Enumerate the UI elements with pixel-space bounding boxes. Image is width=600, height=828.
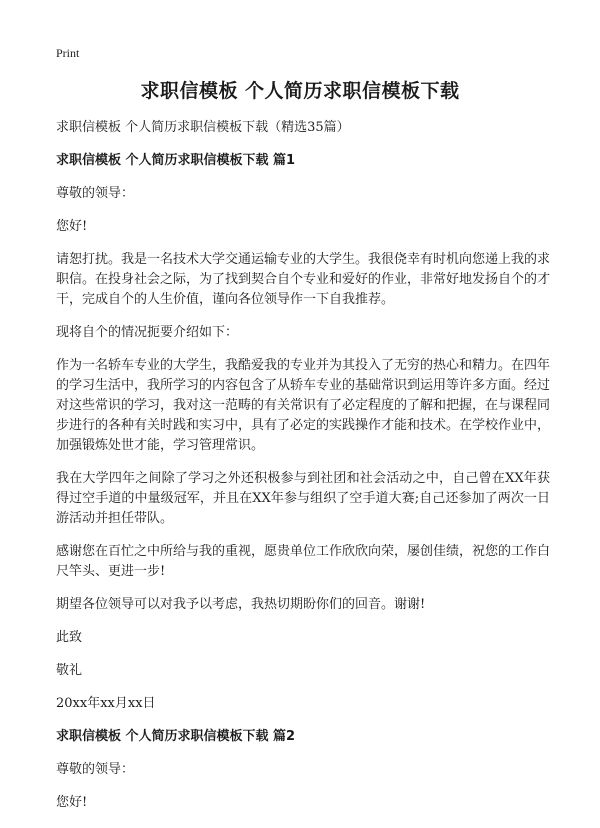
section-1-paragraph-4: 我在大学四年之间除了学习之外还积极参与到社团和社会活动之中，自己曾在XX年获得过空手道的中量级冠军，并且在XX年参与组织了空手道大赛;自己还参加了两次一日游活动并担任带队。	[56, 471, 550, 526]
section-1-paragraph-2: 现将自个的情况扼要介绍如下：	[56, 325, 239, 340]
section-1-hello: 您好!	[56, 219, 88, 234]
subtitle: 求职信模板 个人简历求职信模板下载（精选35篇）	[56, 120, 350, 135]
page-title: 求职信模板 个人简历求职信模板下载	[140, 80, 460, 102]
section-1-paragraph-5: 感谢您在百忙之中所给与我的重视，愿贵单位工作欣欣向荣，屡创佳绩，祝您的工作白尺竿头、更进一步!	[56, 544, 551, 579]
section-2-heading: 求职信模板 个人简历求职信模板下载 篇2	[56, 729, 296, 744]
section-1-greeting: 尊敬的领导：	[56, 186, 135, 201]
print-label[interactable]: Print	[56, 46, 80, 60]
section-1-paragraph-6: 期望各位领导可以对我予以考虑，我热切期盼你们的回音。谢谢!	[56, 597, 426, 612]
section-1-heading: 求职信模板 个人简历求职信模板下载 篇1	[56, 153, 296, 168]
section-1-paragraph-3: 作为一名轿车专业的大学生，我酷爱我的专业并为其投入了无穷的热心和精力。在四年的学习生活中，我所学习的内容包含了从轿车专业的基础常识到运用等许多方面。经过对这些常识的学习，我对这一范畴的有关常识有了必定程度的了解和把握，在与课程同步进行的各种有关时践和实习中，具有了必定的实践操作才能和技术。在学校作业中，加强锻炼处世才能，学习管理常识。	[56, 358, 551, 453]
document-body	[56, 118, 550, 826]
section-1-paragraph-1: 请恕打扰。我是一名技术大学交通运输专业的大学生。我很侥幸有时机向您递上我的求职信。在投身社会之际，为了找到契合自个专业和爱好的作业，非常好地发扬自个的才干，完成自个的人生价值，谨向各位领导作一下自我推荐。	[56, 252, 551, 307]
section-2-greeting: 尊敬的领导：	[56, 762, 135, 777]
section-1-date: 20xx年xx月xx日	[56, 696, 156, 711]
section-1-closing-1: 此致	[56, 630, 83, 645]
section-2-hello: 您好!	[56, 795, 88, 810]
section-1-closing-2: 敬礼	[56, 663, 83, 678]
